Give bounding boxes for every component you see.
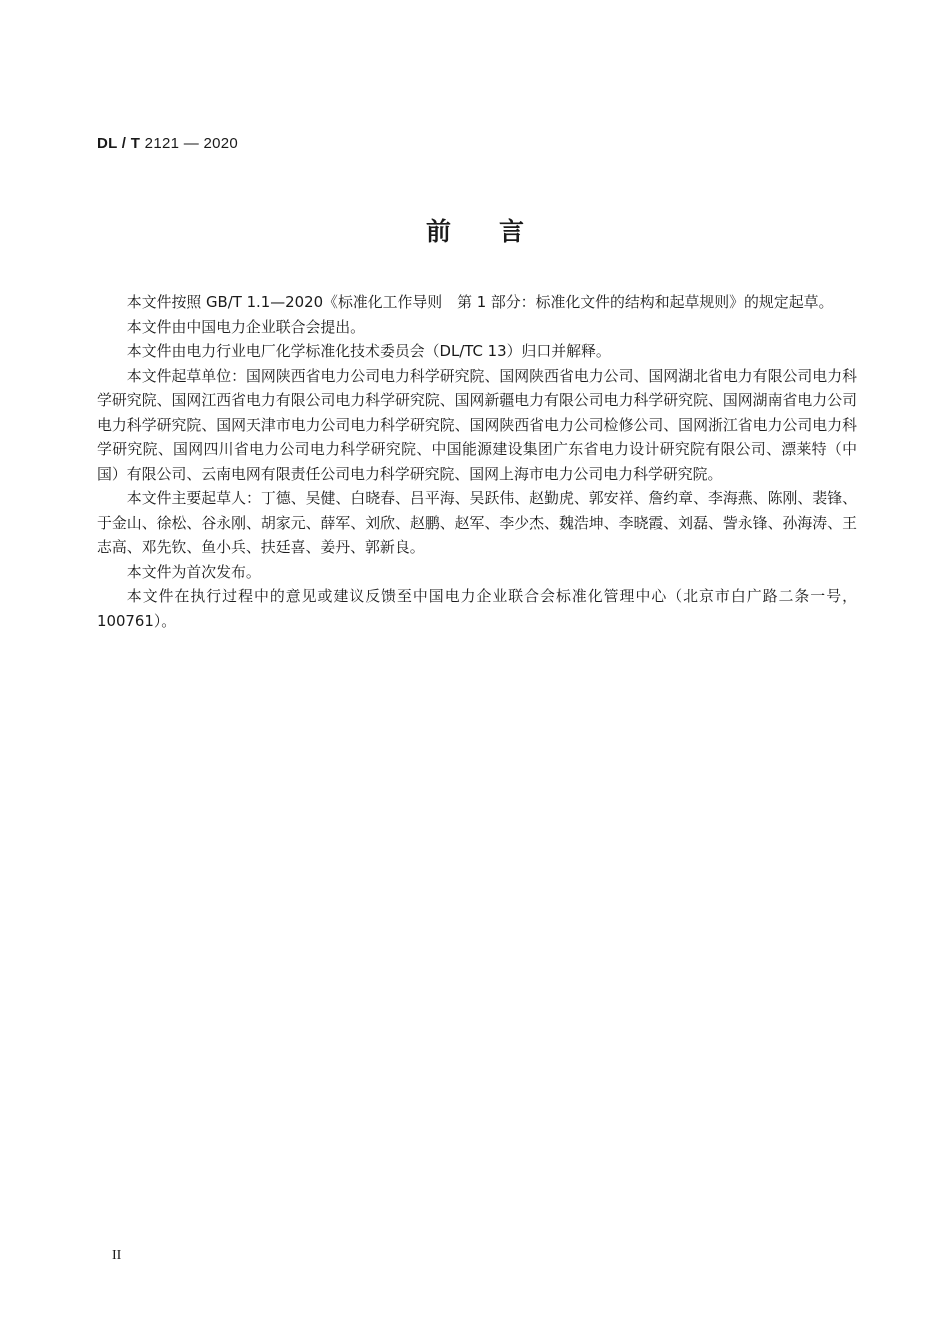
paragraph-drafters: 本文件主要起草人：丁德、吴健、白晓春、吕平海、吴跃伟、赵勤虎、郭安祥、詹约章、李海燕、陈刚、裴锋、于金山、徐松、谷永刚、胡家元、薛军、刘欣、赵鹏、赵军、李少杰、魏浩坤、李晓霞、刘磊、訾永锋、孙海涛、王志高、邓先钦、鱼小兵、扶廷喜、姜丹、郭新良。 — [97, 489, 857, 556]
page-title: 前言 — [425, 217, 572, 246]
paragraph-committee: 本文件由电力行业电厂化学标准化技术委员会（DL/TC 13）归口并解释。 — [126, 342, 611, 360]
paragraph-drafting-units: 本文件起草单位：国网陕西省电力公司电力科学研究院、国网陕西省电力公司、国网湖北省电力有限公司电力科学研究院、国网江西省电力有限公司电力科学研究院、国网新疆电力有限公司电力科学研究院、国网湖南省电力公司电力科学研究院、国网天津市电力公司电力科学研究院、国网陕西省电力公司检修公司、国网浙江省电力公司电力科学研究院、国网四川省电力公司电力科学研究院、中国能源建设集团广东省电力设计研究院有限公司、漂莱特（中国）有限公司、云南电网有限责任公司电力科学研究院、国网上海市电力公司电力科学研究院。 — [97, 366, 857, 483]
standard-code-prefix: DL / T — [97, 135, 141, 152]
page-number: II — [112, 1248, 122, 1263]
standard-code-number: 2121 — 2020 — [140, 135, 239, 152]
paragraph-proposer: 本文件由中国电力企业联合会提出。 — [126, 317, 366, 336]
standard-code — [97, 135, 238, 152]
foreword-body — [97, 290, 857, 633]
paragraph-first-release: 本文件为首次发布。 — [126, 562, 261, 581]
paragraph-drafting-basis: 本文件按照 GB/T 1.1—2020《标准化工作导则 第 1 部分：标准化文件的结构和起草规则》的规定起草。 — [126, 293, 834, 311]
paragraph-feedback: 本文件在执行过程中的意见或建议反馈至中国电力企业联合会标准化管理中心（北京市白广路二条一号，100761）。 — [97, 587, 857, 630]
